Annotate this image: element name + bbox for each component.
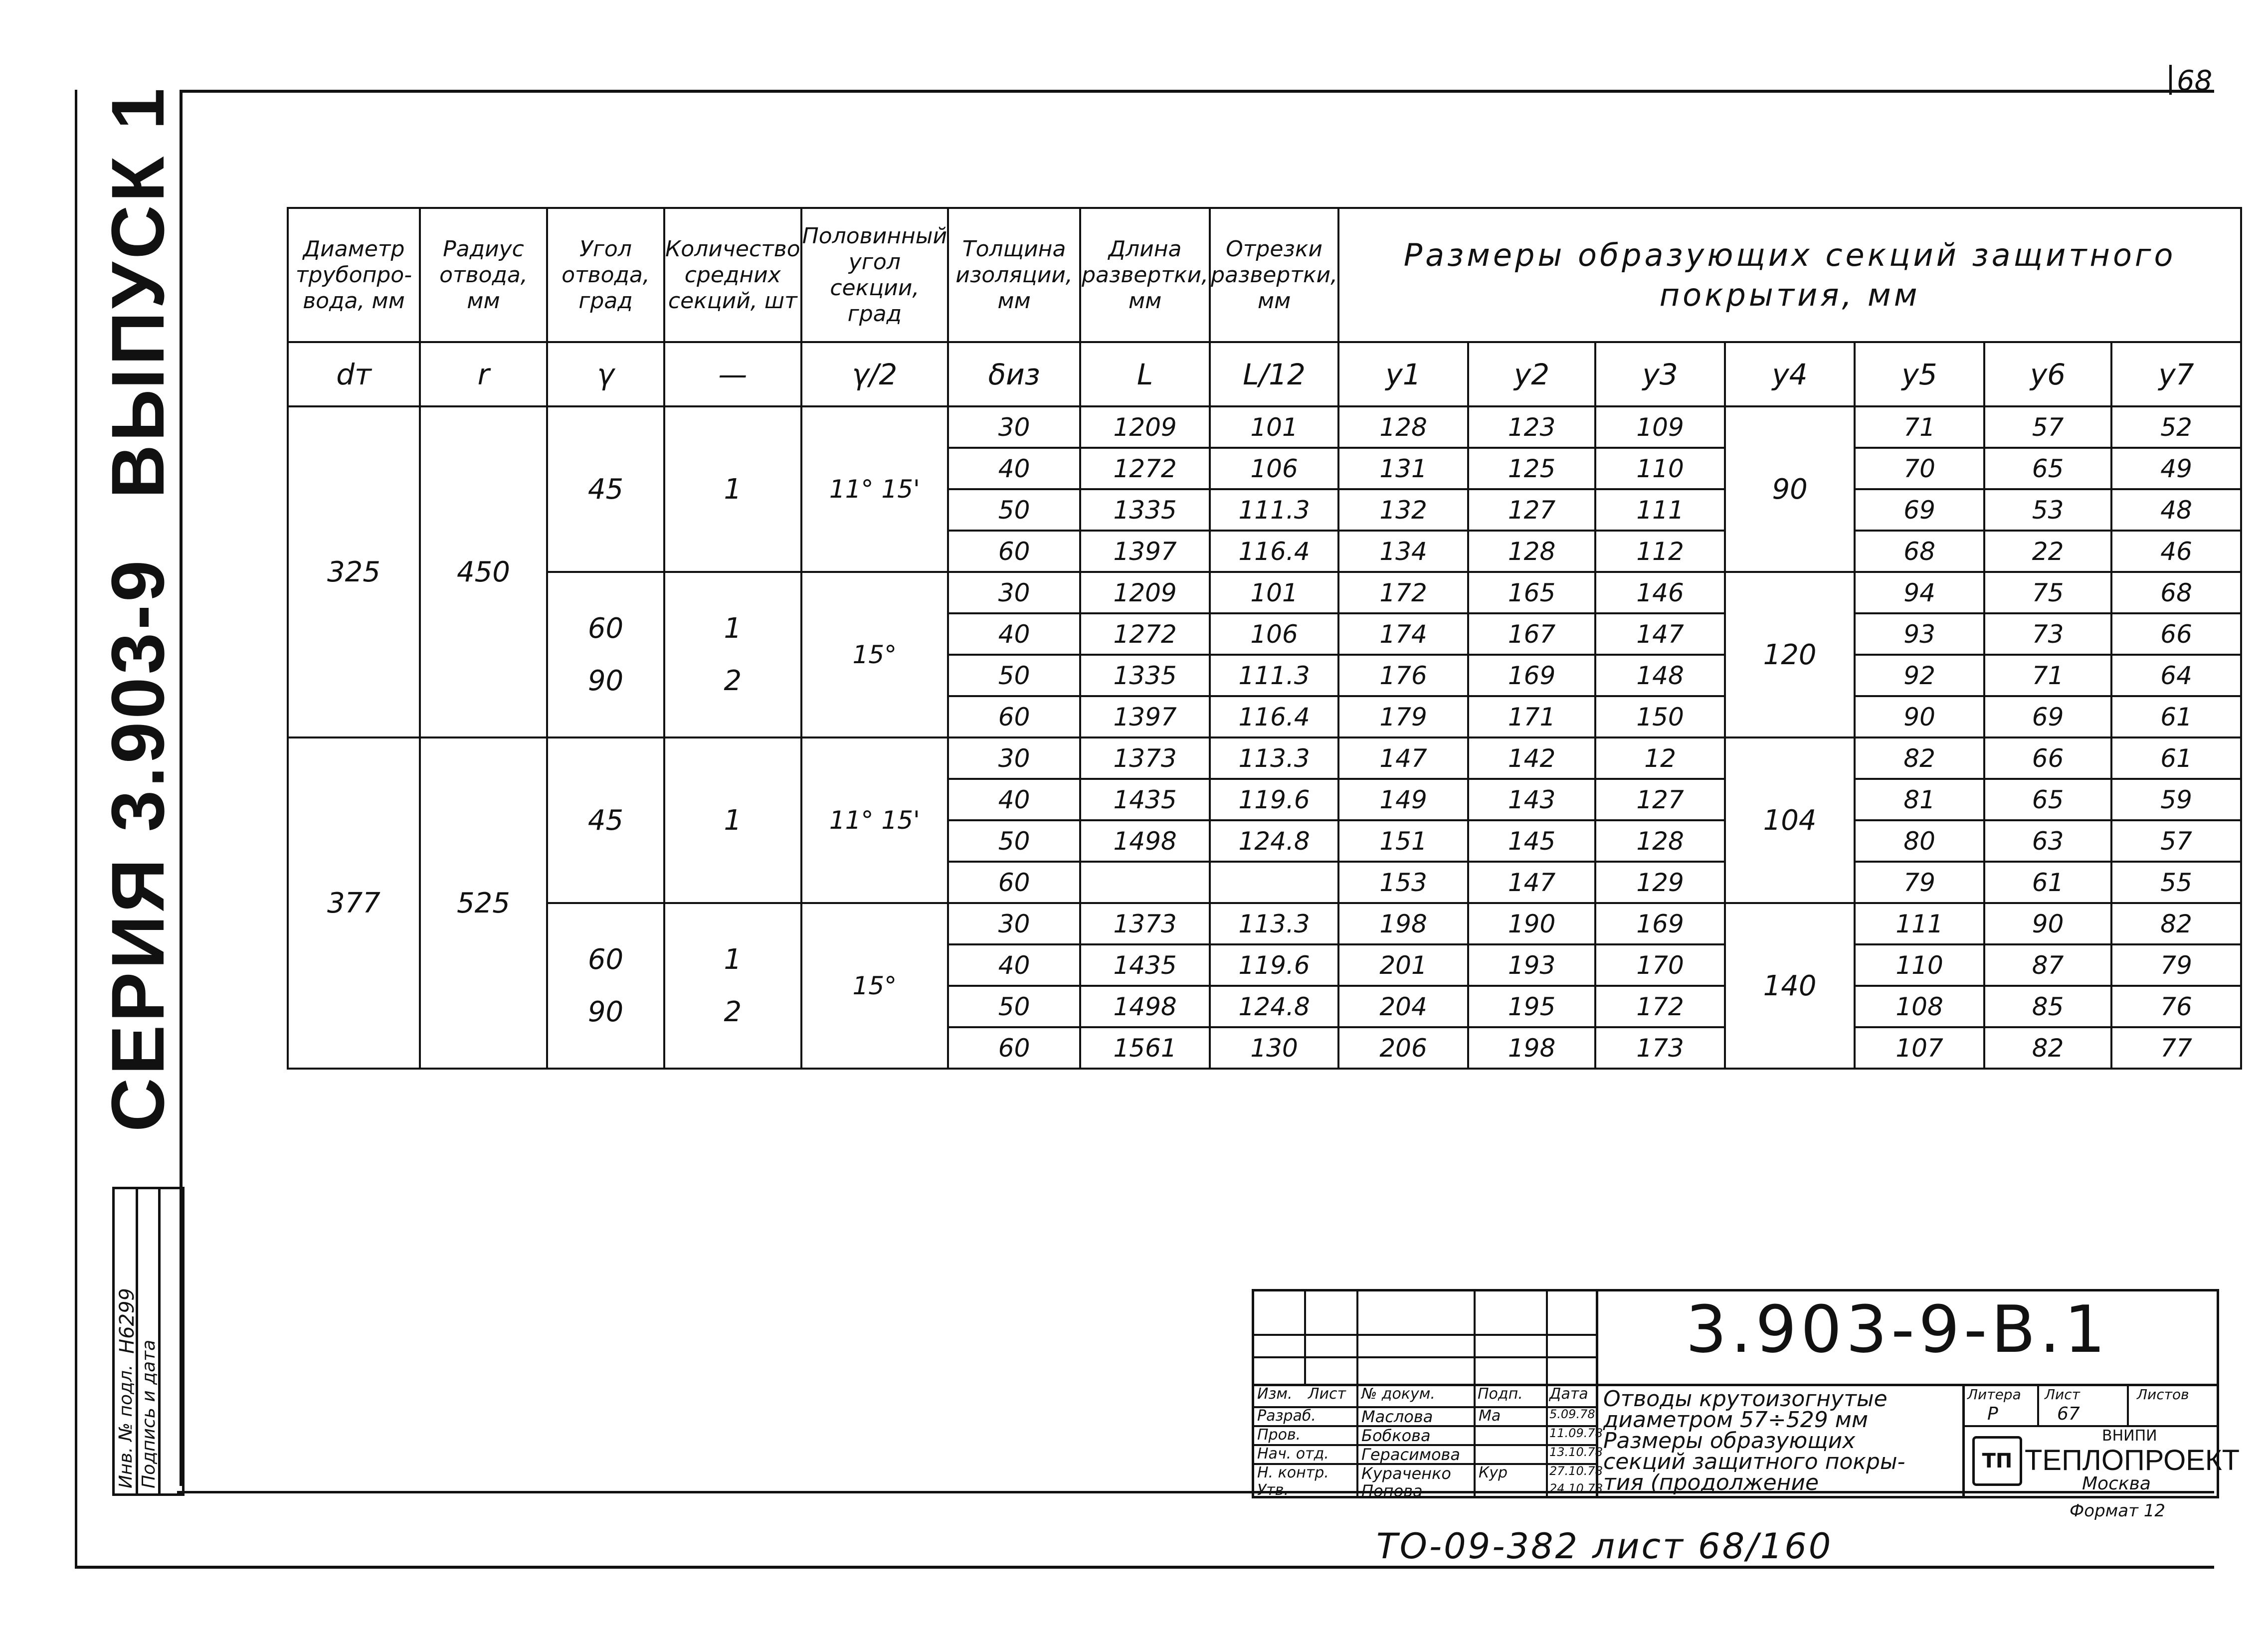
symbol-cell: r — [420, 342, 547, 406]
value-cell: 113.3 — [1210, 903, 1338, 944]
tb-description — [1603, 1386, 1905, 1495]
value-cell: 1373 — [1080, 903, 1210, 944]
header-section-sizes: Размеры образующих секций защитного покрытия, мм — [1338, 208, 2241, 342]
format-note: Формат 12 — [2070, 1501, 2166, 1521]
angle-cell — [547, 737, 664, 903]
tb-name: Маслова — [1361, 1407, 1433, 1426]
tb-col-line — [1304, 1291, 1306, 1386]
value-cell: 55 — [2111, 862, 2241, 903]
value-cell: 71 — [1984, 655, 2111, 696]
value-cell: 172 — [1595, 986, 1725, 1027]
value-cell: 79 — [2111, 944, 2241, 986]
value-cell: 60 — [948, 696, 1080, 737]
value-cell: 75 — [1984, 572, 2111, 613]
radius-cell: 525 — [420, 737, 547, 1069]
frame-bottom-line — [75, 1566, 2214, 1569]
value-cell: 93 — [1855, 613, 1984, 655]
tb-sign: Ма — [1479, 1407, 1501, 1425]
value-cell: 66 — [2111, 613, 2241, 655]
symbol-cell: y2 — [1468, 342, 1595, 406]
archive-stamp — [112, 1187, 185, 1496]
tb-row-line — [1962, 1425, 2217, 1427]
value-cell: 150 — [1595, 696, 1725, 737]
value-cell: 71 — [1855, 406, 1984, 448]
value-cell: 112 — [1595, 531, 1725, 572]
value-cell: 109 — [1595, 406, 1725, 448]
half-angle-cell: 11° 15' — [801, 406, 948, 572]
table-body — [288, 406, 2241, 1069]
value-cell: 198 — [1468, 1027, 1595, 1069]
angle-cell — [547, 572, 664, 737]
tb-description-line: диаметром 57÷529 мм — [1603, 1407, 1869, 1433]
value-cell: 87 — [1984, 944, 2111, 986]
tb-col-label: Лист — [1308, 1385, 1346, 1403]
value-cell: 1335 — [1080, 655, 1210, 696]
angle-value: 60 — [587, 612, 624, 645]
tb-description-line: тия (продолжение — [1603, 1470, 1819, 1495]
table-row — [288, 572, 2241, 613]
value-cell: 61 — [1984, 862, 2111, 903]
value-cell: 82 — [1855, 737, 1984, 779]
tb-col-line — [1962, 1384, 1965, 1496]
value-cell: 147 — [1338, 737, 1468, 779]
tb-col-line — [2127, 1384, 2129, 1426]
value-cell: 50 — [948, 655, 1080, 696]
count-value: 2 — [724, 665, 742, 697]
value-cell: 106 — [1210, 448, 1338, 489]
value-cell: 1209 — [1080, 406, 1210, 448]
tb-col-line — [1356, 1291, 1358, 1496]
value-cell: 170 — [1595, 944, 1725, 986]
value-cell: 40 — [948, 944, 1080, 986]
value-cell: 30 — [948, 903, 1080, 944]
tb-name: Герасимова — [1361, 1445, 1461, 1464]
tb-meta-label: Литера — [1967, 1386, 2021, 1403]
tb-col-line — [1474, 1291, 1476, 1496]
value-cell: 1397 — [1080, 531, 1210, 572]
angle-value: 45 — [587, 804, 624, 837]
value-cell: 65 — [1984, 779, 2111, 820]
header-thickness: Толщина изоляции, мм — [948, 208, 1080, 342]
dimensions-table — [287, 207, 2242, 1070]
value-cell: 146 — [1595, 572, 1725, 613]
value-cell: 66 — [1984, 737, 2111, 779]
frame-left-margin-line — [75, 90, 77, 1566]
tb-sign: Кур — [1479, 1464, 1508, 1481]
value-cell: 198 — [1338, 903, 1468, 944]
value-cell: 130 — [1210, 1027, 1338, 1069]
header-half-angle: Половинный угол секции, град — [801, 208, 948, 342]
value-cell: 110 — [1855, 944, 1984, 986]
header-angle: Угол отвода, град — [547, 208, 664, 342]
symbol-cell: — — [664, 342, 801, 406]
header-radius: Радиус отвода, мм — [420, 208, 547, 342]
tb-col-label: Изм. — [1257, 1385, 1293, 1403]
value-cell: 190 — [1468, 903, 1595, 944]
org-logo-icon: ТП — [1972, 1436, 2022, 1486]
tb-role: Нач. отд. — [1257, 1445, 1329, 1463]
symbol-cell: γ/2 — [801, 342, 948, 406]
value-cell: 61 — [2111, 696, 2241, 737]
value-cell: 172 — [1338, 572, 1468, 613]
value-cell: 92 — [1855, 655, 1984, 696]
stamp-inv-label: Инв. № подл. — [116, 1364, 136, 1488]
count-cell — [664, 903, 801, 1069]
value-cell: 201 — [1338, 944, 1468, 986]
value-cell: 68 — [1855, 531, 1984, 572]
value-cell: 108 — [1855, 986, 1984, 1027]
symbol-cell: y1 — [1338, 342, 1468, 406]
count-cell — [664, 406, 801, 572]
tb-date: 27.10.78 — [1549, 1464, 1603, 1478]
angle-cell — [547, 406, 664, 572]
stamp-inv-number: Н6299 — [116, 1288, 139, 1354]
value-cell: 90 — [1855, 696, 1984, 737]
value-cell: 149 — [1338, 779, 1468, 820]
value-cell: 30 — [948, 406, 1080, 448]
table-header-row — [288, 208, 2241, 342]
value-cell: 128 — [1595, 820, 1725, 862]
tb-date: 13.10.78 — [1549, 1445, 1603, 1459]
value-cell: 64 — [2111, 655, 2241, 696]
value-cell: 124.8 — [1210, 986, 1338, 1027]
value-cell: 59 — [2111, 779, 2241, 820]
series-label: СЕРИЯ 3.903-9 — [96, 557, 180, 1132]
tb-meta-label: Листов — [2137, 1386, 2189, 1403]
value-cell: 57 — [2111, 820, 2241, 862]
value-cell: 40 — [948, 779, 1080, 820]
value-cell: 101 — [1210, 572, 1338, 613]
value-cell: 111.3 — [1210, 655, 1338, 696]
value-cell: 53 — [1984, 489, 2111, 531]
value-cell: 77 — [2111, 1027, 2241, 1069]
tb-col-label: Подп. — [1478, 1385, 1523, 1403]
symbol-cell: dт — [288, 342, 420, 406]
header-length: Длина развертки, мм — [1080, 208, 1210, 342]
value-cell: 85 — [1984, 986, 2111, 1027]
value-cell: 82 — [1984, 1027, 2111, 1069]
value-cell: 119.6 — [1210, 779, 1338, 820]
half-angle-cell: 15° — [801, 903, 948, 1069]
value-cell: 124.8 — [1210, 820, 1338, 862]
tb-name: Попова — [1361, 1481, 1423, 1500]
value-cell: 132 — [1338, 489, 1468, 531]
value-cell: 127 — [1468, 489, 1595, 531]
value-cell: 151 — [1338, 820, 1468, 862]
value-cell: 116.4 — [1210, 696, 1338, 737]
frame-top-line — [180, 90, 2214, 93]
symbol-cell: δиз — [948, 342, 1080, 406]
value-cell: 79 — [1855, 862, 1984, 903]
value-cell: 195 — [1468, 986, 1595, 1027]
tb-col-line — [2037, 1384, 2039, 1426]
symbol-cell: L/12 — [1210, 342, 1338, 406]
value-cell: 30 — [948, 737, 1080, 779]
angle-value: 90 — [587, 996, 624, 1028]
value-cell: 1498 — [1080, 820, 1210, 862]
radius-cell: 450 — [420, 406, 547, 737]
tb-meta-value: Р — [1987, 1404, 1998, 1424]
tb-role: Разраб. — [1257, 1407, 1316, 1425]
tb-name: Кураченко — [1361, 1464, 1451, 1483]
value-cell: 143 — [1468, 779, 1595, 820]
value-cell: 40 — [948, 613, 1080, 655]
value-cell: 153 — [1338, 862, 1468, 903]
value-cell — [1080, 862, 1210, 903]
header-count: Количество средних секций, шт — [664, 208, 801, 342]
value-cell: 50 — [948, 820, 1080, 862]
tb-description-line: Отводы крутоизогнутые — [1603, 1386, 1888, 1412]
value-cell: 1498 — [1080, 986, 1210, 1027]
tb-role: Пров. — [1257, 1426, 1301, 1444]
tb-role: Утв. — [1257, 1481, 1289, 1499]
value-cell: 116.4 — [1210, 531, 1338, 572]
tb-col-line — [1546, 1291, 1548, 1496]
value-cell: 125 — [1468, 448, 1595, 489]
y4-cell: 104 — [1725, 737, 1855, 903]
stamp-sign-label: Подпись и дата — [139, 1339, 159, 1488]
value-cell: 123 — [1468, 406, 1595, 448]
value-cell: 110 — [1595, 448, 1725, 489]
tb-date: 24.10.78 — [1549, 1481, 1603, 1495]
table-symbol-row — [288, 342, 2241, 406]
value-cell: 70 — [1855, 448, 1984, 489]
value-cell: 148 — [1595, 655, 1725, 696]
value-cell: 1561 — [1080, 1027, 1210, 1069]
header-segment: Отрезки развертки, мм — [1210, 208, 1338, 342]
value-cell: 111 — [1855, 903, 1984, 944]
value-cell: 101 — [1210, 406, 1338, 448]
tb-org: ТЕПЛОПРОЕКТ — [2025, 1444, 2240, 1476]
tb-date: 5.09.78 — [1549, 1407, 1595, 1421]
value-cell: 1209 — [1080, 572, 1210, 613]
count-value: 1 — [724, 943, 742, 976]
value-cell: 128 — [1468, 531, 1595, 572]
value-cell: 131 — [1338, 448, 1468, 489]
value-cell: 145 — [1468, 820, 1595, 862]
value-cell: 167 — [1468, 613, 1595, 655]
value-cell: 169 — [1595, 903, 1725, 944]
diameter-cell: 325 — [288, 406, 420, 737]
symbol-cell: y5 — [1855, 342, 1984, 406]
symbol-cell: y4 — [1725, 342, 1855, 406]
angle-cell — [547, 903, 664, 1069]
tb-col-label: № докум. — [1361, 1385, 1435, 1403]
tb-meta-value: 67 — [2057, 1404, 2080, 1424]
angle-value: 45 — [587, 473, 624, 506]
value-cell: 65 — [1984, 448, 2111, 489]
tb-meta-label: Лист — [2045, 1386, 2080, 1403]
count-value: 1 — [724, 804, 742, 837]
value-cell: 63 — [1984, 820, 2111, 862]
table-row — [288, 406, 2241, 448]
value-cell: 76 — [2111, 986, 2241, 1027]
value-cell: 73 — [1984, 613, 2111, 655]
value-cell: 60 — [948, 531, 1080, 572]
count-value: 2 — [724, 996, 742, 1028]
value-cell: 193 — [1468, 944, 1595, 986]
value-cell: 69 — [1855, 489, 1984, 531]
value-cell: 171 — [1468, 696, 1595, 737]
value-cell: 113.3 — [1210, 737, 1338, 779]
value-cell: 173 — [1595, 1027, 1725, 1069]
count-value: 1 — [724, 612, 742, 645]
value-cell: 134 — [1338, 531, 1468, 572]
value-cell: 69 — [1984, 696, 2111, 737]
value-cell: 50 — [948, 986, 1080, 1027]
value-cell: 68 — [2111, 572, 2241, 613]
value-cell: 111 — [1595, 489, 1725, 531]
symbol-cell: γ — [547, 342, 664, 406]
value-cell: 165 — [1468, 572, 1595, 613]
value-cell: 174 — [1338, 613, 1468, 655]
page-number: 68 — [2169, 65, 2227, 95]
angle-value: 60 — [587, 943, 624, 976]
value-cell: 48 — [2111, 489, 2241, 531]
value-cell: 176 — [1338, 655, 1468, 696]
diameter-cell: 377 — [288, 737, 420, 1069]
value-cell: 80 — [1855, 820, 1984, 862]
value-cell: 94 — [1855, 572, 1984, 613]
symbol-cell: L — [1080, 342, 1210, 406]
value-cell: 81 — [1855, 779, 1984, 820]
tb-description-line: Размеры образующих — [1603, 1428, 1856, 1454]
count-cell — [664, 737, 801, 903]
tb-col-label: Дата — [1549, 1385, 1588, 1403]
tb-org-small: ВНИПИ — [2102, 1427, 2157, 1445]
release-label: ВЫПУСК 1 — [96, 85, 180, 499]
value-cell: 119.6 — [1210, 944, 1338, 986]
value-cell: 52 — [2111, 406, 2241, 448]
header-diameter: Диаметр трубопро-вода, мм — [288, 208, 420, 342]
value-cell: 22 — [1984, 531, 2111, 572]
value-cell: 49 — [2111, 448, 2241, 489]
value-cell: 107 — [1855, 1027, 1984, 1069]
value-cell: 30 — [948, 572, 1080, 613]
value-cell: 142 — [1468, 737, 1595, 779]
value-cell: 147 — [1595, 613, 1725, 655]
value-cell: 57 — [1984, 406, 2111, 448]
value-cell: 169 — [1468, 655, 1595, 696]
value-cell — [1210, 862, 1338, 903]
value-cell: 204 — [1338, 986, 1468, 1027]
value-cell: 1272 — [1080, 613, 1210, 655]
table-row — [288, 903, 2241, 944]
symbol-cell: y3 — [1595, 342, 1725, 406]
value-cell: 111.3 — [1210, 489, 1338, 531]
value-cell: 106 — [1210, 613, 1338, 655]
y4-cell: 120 — [1725, 572, 1855, 737]
value-cell: 12 — [1595, 737, 1725, 779]
symbol-cell: y7 — [2111, 342, 2241, 406]
value-cell: 1435 — [1080, 779, 1210, 820]
value-cell: 206 — [1338, 1027, 1468, 1069]
y4-cell: 90 — [1725, 406, 1855, 572]
table-row — [288, 737, 2241, 779]
symbol-cell: y6 — [1984, 342, 2111, 406]
value-cell: 61 — [2111, 737, 2241, 779]
value-cell: 127 — [1595, 779, 1725, 820]
value-cell: 179 — [1338, 696, 1468, 737]
value-cell: 1397 — [1080, 696, 1210, 737]
angle-value: 90 — [587, 665, 624, 697]
value-cell: 147 — [1468, 862, 1595, 903]
value-cell: 50 — [948, 489, 1080, 531]
tb-description-line: секций защитного покры- — [1603, 1449, 1905, 1474]
count-value: 1 — [724, 473, 742, 506]
value-cell: 128 — [1338, 406, 1468, 448]
tb-role: Н. контр. — [1257, 1464, 1329, 1481]
archive-note: ТО-09-382 лист 68/160 — [1376, 1526, 1833, 1567]
value-cell: 40 — [948, 448, 1080, 489]
tb-date: 11.09.78 — [1549, 1426, 1603, 1440]
value-cell: 1272 — [1080, 448, 1210, 489]
value-cell: 129 — [1595, 862, 1725, 903]
document-code: 3.903-9-В.1 — [1686, 1291, 2109, 1367]
value-cell: 46 — [2111, 531, 2241, 572]
value-cell: 60 — [948, 862, 1080, 903]
half-angle-cell: 11° 15' — [801, 737, 948, 903]
value-cell: 1373 — [1080, 737, 1210, 779]
tb-city: Москва — [2082, 1473, 2151, 1494]
half-angle-cell: 15° — [801, 572, 948, 737]
value-cell: 82 — [2111, 903, 2241, 944]
value-cell: 60 — [948, 1027, 1080, 1069]
value-cell: 1435 — [1080, 944, 1210, 986]
tb-name: Бобкова — [1361, 1426, 1431, 1445]
count-cell — [664, 572, 801, 737]
value-cell: 90 — [1984, 903, 2111, 944]
y4-cell: 140 — [1725, 903, 1855, 1069]
value-cell: 1335 — [1080, 489, 1210, 531]
